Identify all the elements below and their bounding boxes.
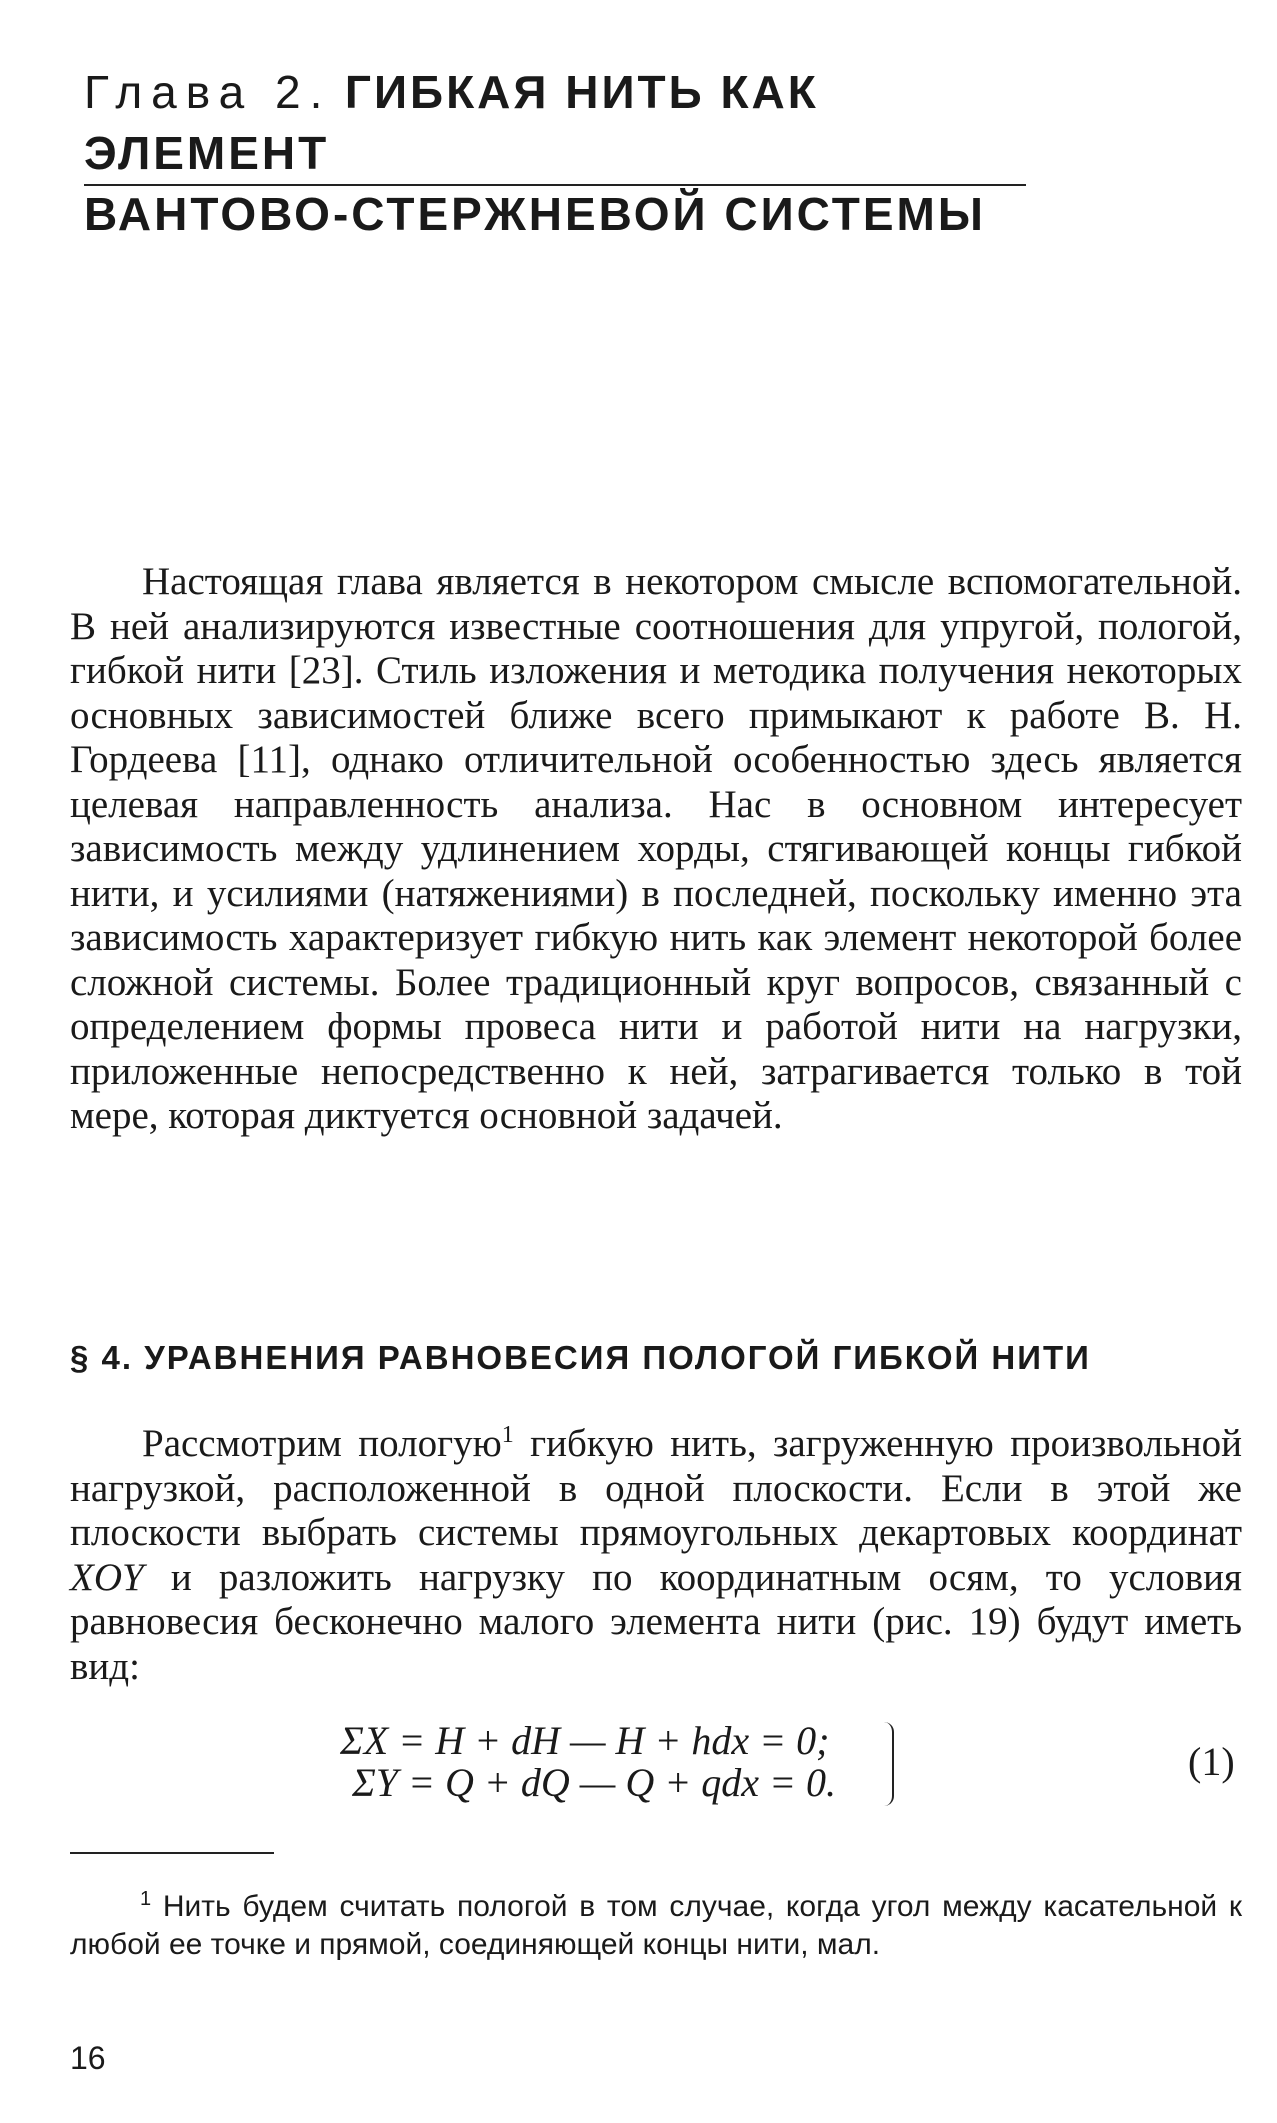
section-text-start: Рассмотрим пологую — [142, 1422, 502, 1465]
chapter-divider — [84, 184, 1026, 186]
section-title: § 4. УРАВНЕНИЯ РАВНОВЕСИЯ ПОЛОГОЙ ГИБКОЙ НИТИ — [70, 1339, 1091, 1376]
page-number: 16 — [70, 2040, 106, 2076]
section-paragraph — [70, 1422, 1242, 1689]
footnote-mark: 1 — [140, 1888, 152, 1910]
equation-number: (1) — [1188, 1739, 1235, 1784]
intro-paragraph: Настоящая глава является в некотором смысле вспомогательной. В ней анализируются известные соотношения для упругой, пологой, гибкой нити [23]. Стиль изложения и методика получения некоторых основных зависимостей ближе всего примыкают к работе В. Н. Гордеева [11], однако отличительной особенностью здесь является целевая направленность анализа. Нас в основном интересует зависимость между удлинением хорды, стягивающей концы гибкой нити, и усилиями (натяжениями) в последней, поскольку именно эта зависимость характеризует гибкую нить как элемент некоторой более сложной системы. Более традиционный круг вопросов, связанный с определением формы провеса нити и работой нити на нагрузки, приложенные непосредственно к ней, затрагивается только в той мере, которая диктуется основной задачей. — [70, 560, 1242, 1137]
footnote-paragraph — [70, 1888, 1242, 1964]
section-body — [70, 1422, 1242, 1689]
equation-brace — [878, 1722, 894, 1806]
chapter-heading — [84, 62, 1064, 245]
intro-block — [70, 560, 1242, 1139]
section-text-end: и разложить нагрузку по координатным осям, то условия равновесия бесконечно малого элемента нити (рис. 19) будут иметь вид: — [70, 1555, 1242, 1688]
footnote — [70, 1888, 1242, 1964]
footnote-text: Нить будем считать пологой в том случае, когда угол между касательной к любой ее точке и прямой, соединяющей концы нити, мал. — [70, 1890, 1242, 1961]
equation-line-y: ΣY = Q + dQ — Q + qdx = 0. — [352, 1760, 836, 1805]
equilibrium-equations — [340, 1720, 940, 1804]
chapter-title-line2: ВАНТОВО-СТЕРЖНЕВОЙ СИСТЕМЫ — [84, 188, 986, 240]
footnote-divider — [70, 1852, 274, 1854]
equation-line-x: ΣX = H + dH — H + hdx = 0; — [340, 1718, 830, 1763]
chapter-title-line1: ГИБКАЯ НИТЬ КАК ЭЛЕМЕНТ — [84, 66, 819, 179]
coordinate-system-label: XOY — [70, 1555, 144, 1599]
footnote-reference: 1 — [501, 1422, 514, 1448]
chapter-label: Глава 2. — [84, 66, 332, 118]
section-text-middle: гибкую нить, загруженную произвольной нагрузкой, расположенной в одной плоскости. Если в этой же плоскости выбрать системы прямоугольных декартовых координат — [70, 1422, 1242, 1554]
